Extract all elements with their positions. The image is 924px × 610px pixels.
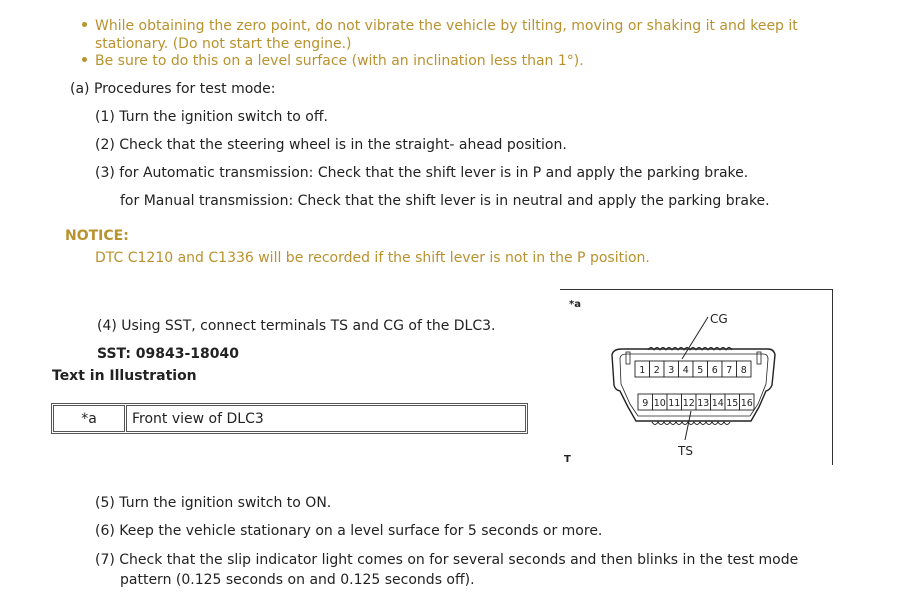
notice-label: NOTICE: — [65, 228, 129, 244]
table-row — [53, 405, 526, 432]
table-value-cell: Front view of DLC3 — [126, 405, 526, 432]
illustration-table — [51, 403, 528, 434]
caution-line-1: While obtaining the zero point, do not vibrate the vehicle by tilting, moving or shaking it and keep it — [82, 18, 798, 34]
caution-line-2: stationary. (Do not start the engine.) — [95, 36, 352, 52]
ts-leader-line — [685, 411, 691, 440]
cg-leader-line — [682, 317, 708, 359]
pin-label-15: 15 — [726, 398, 739, 409]
illustration-heading: Text in Illustration — [52, 368, 197, 384]
step-7: (7) Check that the slip indicator light comes on for several seconds and then blinks in the test mode — [95, 552, 799, 568]
caution-line-3: Be sure to do this on a level surface (with an inclination less than 1°). — [82, 53, 584, 69]
step-4: (4) Using SST, connect terminals TS and CG of the DLC3. — [97, 318, 496, 334]
pin-label-5: 5 — [697, 365, 704, 376]
table-key-cell: *a — [53, 405, 125, 432]
pin-label-12: 12 — [682, 398, 695, 409]
step-7-continued: pattern (0.125 seconds on and 0.125 seconds off). — [120, 572, 475, 588]
step-6: (6) Keep the vehicle stationary on a level surface for 5 seconds or more. — [95, 523, 603, 539]
bullet-icon — [82, 22, 87, 27]
step-3-manual: for Manual transmission: Check that the shift lever is in neutral and apply the parking brake. — [120, 193, 770, 209]
pin-label-1: 1 — [639, 365, 646, 376]
step-3: (3) for Automatic transmission: Check that the shift lever is in P and apply the parking brake. — [95, 165, 749, 181]
section-a-heading: (a) Procedures for test mode: — [70, 81, 276, 97]
pin-label-3: 3 — [668, 365, 675, 376]
ts-label: TS — [678, 444, 693, 458]
pin-label-9: 9 — [642, 398, 649, 409]
bullet-icon — [82, 57, 87, 62]
figure-label: *a — [569, 299, 581, 310]
top-pin-row — [635, 361, 751, 377]
pin-label-16: 16 — [740, 398, 753, 409]
cg-label: CG — [710, 312, 728, 326]
sst-number: SST: 09843-18040 — [97, 346, 240, 362]
pin-label-8: 8 — [740, 365, 747, 376]
pin-label-14: 14 — [711, 398, 724, 409]
pin-label-13: 13 — [697, 398, 710, 409]
step-1: (1) Turn the ignition switch to off. — [95, 109, 328, 125]
pin-label-7: 7 — [726, 365, 733, 376]
figure-corner-label: T — [564, 454, 571, 465]
bottom-contacts — [652, 422, 730, 425]
step-2: (2) Check that the steering wheel is in the straight- ahead position. — [95, 137, 567, 153]
dlc3-connector-diagram — [560, 290, 832, 465]
pin-label-11: 11 — [668, 398, 681, 409]
pin-label-6: 6 — [711, 365, 718, 376]
pin-label-4: 4 — [682, 365, 689, 376]
pin-label-10: 10 — [653, 398, 666, 409]
step-5: (5) Turn the ignition switch to ON. — [95, 495, 332, 511]
bottom-pin-row — [638, 394, 754, 410]
dlc3-figure — [560, 289, 833, 465]
notice-text: DTC C1210 and C1336 will be recorded if the shift lever is not in the P position. — [95, 250, 650, 266]
pin-label-2: 2 — [653, 365, 660, 376]
